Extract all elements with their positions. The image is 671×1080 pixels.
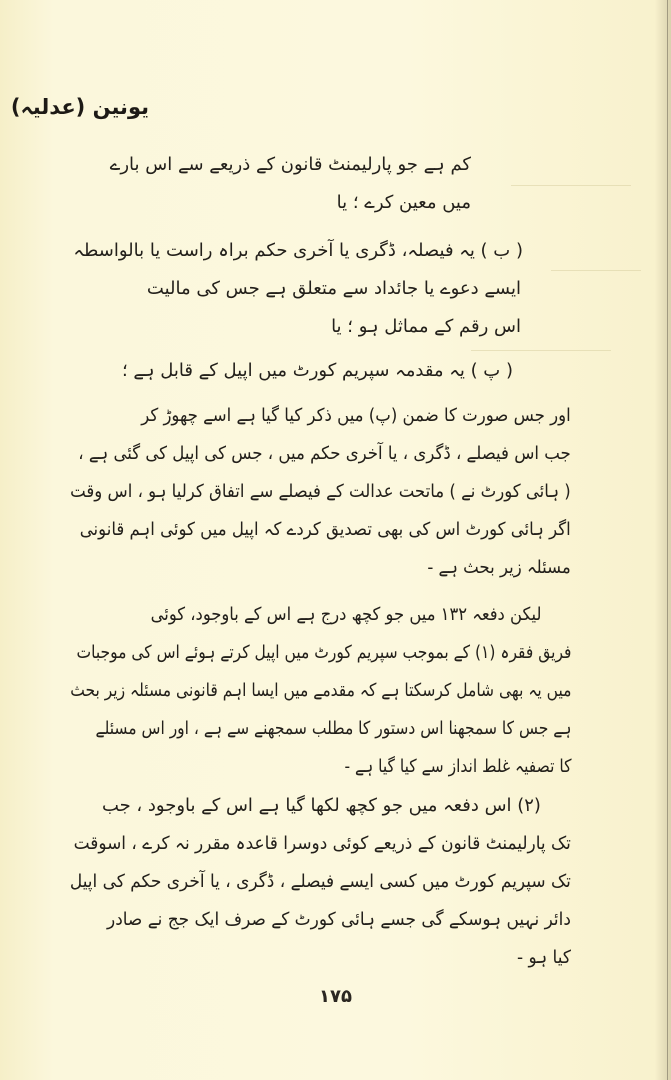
text-line: ( پ ) یہ مقدمہ سپریم کورٹ میں اپیل کے قابل ہے ؛ bbox=[121, 360, 513, 381]
text-line: ایسے دعوے یا جائداد سے متعلق ہے جس کی مالیت bbox=[146, 278, 521, 299]
text-line: میں معین کرے ؛ یا bbox=[336, 192, 471, 213]
text-line: تک پارلیمنٹ قانون کے ذریعے کوئی دوسرا قاعدہ مقرر نہ کرے ، اسوقت bbox=[73, 833, 571, 854]
text-line: ( ہائی کورٹ نے ) ماتحت عدالت کے فیصلے سے اتفاق کرلیا ہو ، اس وقت bbox=[70, 481, 571, 502]
text-line: ہے جس کا سمجھنا اس دستور کا مطلب سمجھنے سے ہے ، اور اس مسئلے bbox=[95, 718, 572, 739]
text-line: ( ب ) یہ فیصلہ، ڈگری یا آخری حکم براہ راست یا بالواسطہ bbox=[73, 240, 523, 261]
text-line: اور جس صورت کا ضمن (پ) میں ذکر کیا گیا ہے اسے چھوڑ کر bbox=[141, 405, 571, 426]
clause-p bbox=[122, 352, 513, 390]
text-line: اگر ہائی کورٹ اس کی بھی تصدیق کردے کہ اپیل میں کوئی اہم قانونی bbox=[80, 519, 571, 540]
show-through-line bbox=[511, 185, 631, 186]
paragraph-4 bbox=[39, 787, 571, 977]
show-through-line bbox=[551, 270, 641, 271]
show-through-line bbox=[471, 350, 611, 351]
page-number: ۱۷۵ bbox=[319, 986, 352, 1007]
text-line: فریق فقرہ (۱) کے بموجب سپریم کورٹ میں اپیل کرتے ہوئے اس کی موجبات bbox=[76, 642, 571, 663]
text-line: دائر نہیں ہوسکے گی جسے ہائی کورٹ کے صرف ایک جج نے صادر bbox=[107, 909, 572, 930]
paragraph-2 bbox=[26, 397, 571, 587]
paragraph-3 bbox=[0, 596, 571, 786]
text-line: تک سپریم کورٹ میں کسی ایسے فیصلے ، ڈگری ، یا آخری حکم کی اپیل bbox=[69, 871, 571, 892]
text-line: میں یہ بھی شامل کرسکتا ہے کہ مقدمے میں ایسا اہم قانونی مسئلہ زیر بحث bbox=[69, 680, 571, 701]
text-line: کیا ہو - bbox=[517, 947, 571, 968]
text-line: جب اس فیصلے ، ڈگری ، یا آخری حکم میں ، جس کی اپیل کی گئی ہے ، bbox=[78, 443, 572, 464]
paragraph-1 bbox=[110, 146, 471, 222]
text-line: اس رقم کے مماثل ہو ؛ یا bbox=[331, 316, 521, 337]
text-line: کم ہے جو پارلیمنٹ قانون کے ذریعے سے اس بارے bbox=[109, 154, 471, 175]
section-heading: یونین (عدلیہ) bbox=[10, 95, 149, 119]
clause-b bbox=[73, 232, 523, 346]
text-line: کا تصفیہ غلط انداز سے کیا گیا ہے - bbox=[343, 756, 571, 777]
text-line: لیکن دفعہ ۱۳۲ میں جو کچھ درج ہے اس کے باوجود، کوئی bbox=[150, 604, 541, 625]
text-line: مسئلہ زیر بحث ہے - bbox=[427, 557, 571, 578]
page-edge-shadow bbox=[655, 0, 671, 1080]
text-line: (۲) اس دفعہ میں جو کچھ لکھا گیا ہے اس کے باوجود ، جب bbox=[102, 795, 541, 816]
